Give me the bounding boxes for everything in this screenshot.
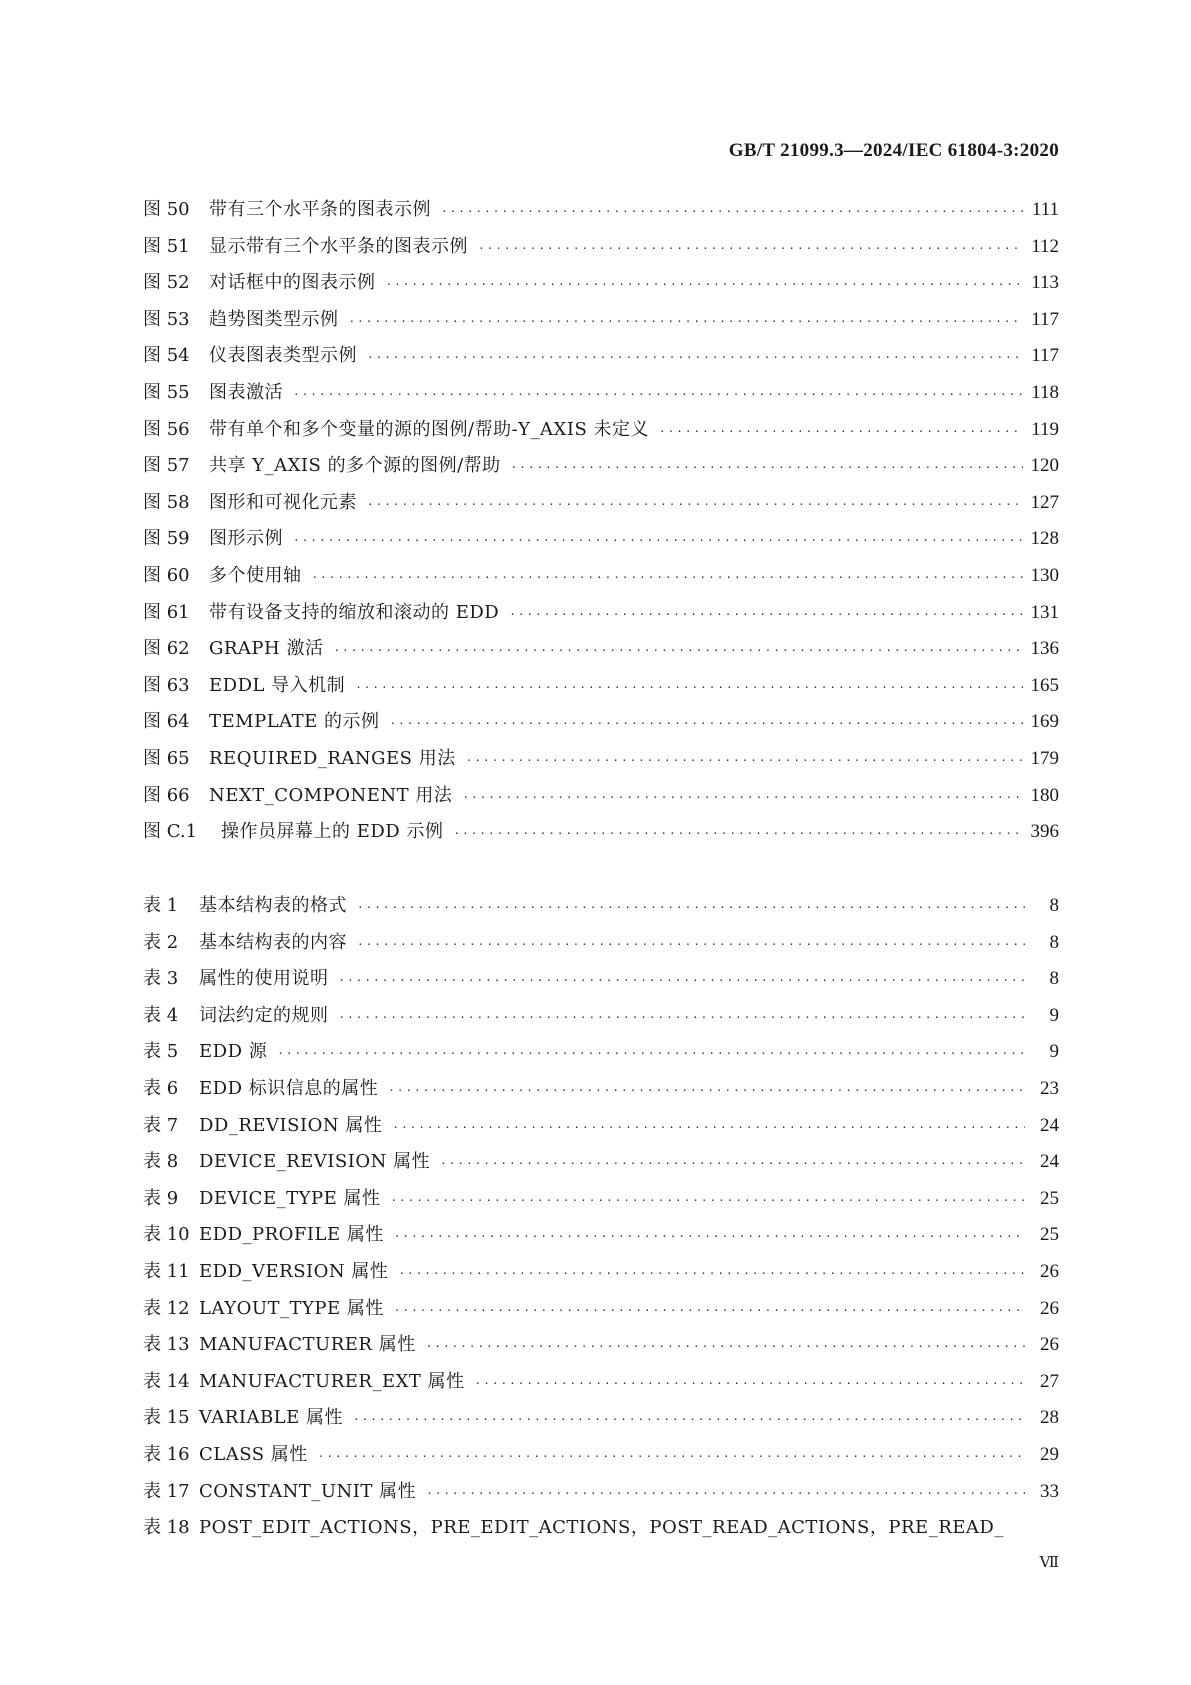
figure-entry-page: 119 — [1031, 418, 1059, 440]
table-entry[interactable] — [143, 1437, 1059, 1474]
dot-leader — [394, 1219, 1025, 1256]
table-entry-number: 表 7 — [143, 1114, 179, 1136]
figure-entry-number: 图 60 — [143, 564, 190, 586]
figure-entry-number: 图 C.1 — [143, 821, 198, 843]
table-entry-title: DEVICE_TYPE 属性 — [199, 1187, 381, 1209]
table-entry-page: 9 — [1049, 1041, 1059, 1063]
figure-entry[interactable] — [143, 595, 1059, 632]
figure-entry[interactable] — [143, 814, 1059, 851]
table-entry-title: VARIABLE 属性 — [199, 1407, 343, 1429]
dot-leader — [509, 597, 1022, 634]
table-entry-number: 表 8 — [143, 1151, 179, 1173]
list-of-tables — [143, 888, 1059, 1547]
dot-leader — [293, 523, 1023, 560]
table-entry-number: 表 6 — [143, 1077, 179, 1099]
figure-entry-title: 图形和可视化元素 — [209, 491, 357, 513]
dot-leader — [390, 706, 1023, 743]
table-entry-page: 26 — [1040, 1334, 1059, 1356]
figure-entry-page: 136 — [1030, 638, 1059, 660]
table-entry-page: 24 — [1040, 1114, 1059, 1136]
dot-leader — [390, 1183, 1025, 1220]
table-entry-number: 表 9 — [143, 1187, 179, 1209]
figure-entry[interactable] — [143, 338, 1059, 375]
figure-entry-title: 对话框中的图表示例 — [209, 272, 376, 294]
dot-leader — [357, 927, 1025, 964]
table-entry-number: 表 14 — [143, 1370, 190, 1392]
table-entry[interactable] — [143, 998, 1059, 1035]
figure-entry-number: 图 55 — [143, 381, 190, 403]
table-entry-page: 26 — [1040, 1260, 1059, 1282]
figure-entry[interactable] — [143, 558, 1059, 595]
figure-entry-title: 操作员屏幕上的 EDD 示例 — [221, 821, 444, 843]
table-entry-page: 8 — [1049, 931, 1059, 953]
figure-entry[interactable] — [143, 778, 1059, 815]
table-entry-title: MANUFACTURER 属性 — [199, 1334, 416, 1356]
page-number: Ⅶ — [1039, 1555, 1059, 1571]
table-entry-number: 表 12 — [143, 1297, 190, 1319]
figure-entry-title: 共享 Y_AXIS 的多个源的图例/帮助 — [209, 455, 501, 477]
figure-entry-number: 图 50 — [143, 199, 190, 220]
dot-leader — [349, 304, 1024, 341]
figure-entry[interactable] — [143, 704, 1059, 741]
table-entry-title: 属性的使用说明 — [199, 968, 329, 990]
figure-entry[interactable] — [143, 192, 1059, 229]
table-entry[interactable] — [143, 1327, 1059, 1364]
figure-entry-title: 带有三个水平条的图表示例 — [209, 199, 431, 220]
table-entry-number: 表 5 — [143, 1041, 179, 1063]
figure-entry-number: 图 59 — [143, 528, 190, 550]
table-entry[interactable] — [143, 1181, 1059, 1218]
table-entry-page: 9 — [1049, 1004, 1059, 1026]
figure-entry-title: 图形示例 — [209, 528, 283, 550]
table-entry-number: 表 17 — [143, 1480, 190, 1502]
figure-entry-page: 117 — [1031, 308, 1059, 330]
table-entry-page: 8 — [1049, 968, 1059, 990]
dot-leader — [355, 670, 1022, 707]
dot-leader — [462, 780, 1022, 817]
figure-entry-page: 396 — [1030, 821, 1059, 843]
figure-entry-title: TEMPLATE 的示例 — [209, 711, 380, 733]
figure-entry-number: 图 62 — [143, 638, 190, 660]
table-entry-number: 表 18 — [143, 1517, 190, 1539]
dot-leader — [312, 560, 1023, 597]
table-entry[interactable] — [143, 1510, 1059, 1547]
figure-entry-page: 165 — [1030, 674, 1059, 696]
figure-entry-page: 120 — [1030, 455, 1059, 477]
table-entry-title: 基本结构表的内容 — [199, 931, 347, 953]
figure-entry[interactable] — [143, 265, 1059, 302]
dot-leader — [398, 1256, 1025, 1293]
table-entry-title: CLASS 属性 — [199, 1443, 308, 1465]
table-entry[interactable] — [143, 961, 1059, 998]
dot-leader — [357, 890, 1025, 927]
table-entry-title: POST_EDIT_ACTIONS，PRE_EDIT_ACTIONS，POST_READ_ACTIONS，PRE_READ_ — [199, 1517, 1004, 1539]
table-entry[interactable] — [143, 925, 1059, 962]
figure-entry[interactable] — [143, 375, 1059, 412]
figure-entry-title: 带有单个和多个变量的源的图例/帮助-Y_AXIS 未定义 — [209, 418, 650, 440]
dot-leader — [392, 1110, 1025, 1147]
dot-leader — [475, 1366, 1025, 1403]
table-entry-page: 25 — [1040, 1187, 1059, 1209]
figure-entry-page: 127 — [1030, 491, 1059, 513]
figure-entry-number: 图 64 — [143, 711, 190, 733]
dot-leader — [511, 450, 1023, 487]
dot-leader — [367, 487, 1023, 524]
table-entry[interactable] — [143, 1400, 1059, 1437]
table-entry-title: EDD_PROFILE 属性 — [199, 1224, 384, 1246]
figure-entry[interactable] — [143, 631, 1059, 668]
table-entry-title: LAYOUT_TYPE 属性 — [199, 1297, 384, 1319]
figure-entry-title: 图表激活 — [209, 381, 283, 403]
table-entry[interactable] — [143, 1217, 1059, 1254]
figure-entry[interactable] — [143, 521, 1059, 558]
figure-entry-title: 显示带有三个水平条的图表示例 — [209, 235, 468, 257]
table-entry-title: DEVICE_REVISION 属性 — [199, 1151, 431, 1173]
figure-entry-page: 130 — [1030, 564, 1059, 586]
table-entry-page: 33 — [1040, 1480, 1059, 1502]
dot-leader — [367, 340, 1023, 377]
figure-entry-number: 图 52 — [143, 272, 190, 294]
figure-entry-page: 128 — [1030, 528, 1059, 550]
figure-entry-title: 趋势图类型示例 — [209, 308, 339, 330]
dot-leader — [426, 1476, 1025, 1513]
table-entry[interactable] — [143, 1144, 1059, 1181]
document-header: GB/T 21099.3—2024/IEC 61804-3:2020 — [728, 140, 1059, 161]
figure-entry-number: 图 65 — [143, 747, 190, 769]
table-entry[interactable] — [143, 1034, 1059, 1071]
figure-entry[interactable] — [143, 302, 1059, 339]
dot-leader — [353, 1402, 1025, 1439]
dot-leader — [440, 1146, 1025, 1183]
figure-entry-title: 多个使用轴 — [209, 564, 302, 586]
dot-leader — [318, 1439, 1025, 1476]
list-of-figures — [143, 192, 1059, 851]
figure-entry-title: 仪表图表类型示例 — [209, 345, 357, 367]
table-entry-title: EDD 标识信息的属性 — [199, 1077, 379, 1099]
figure-entry-number: 图 53 — [143, 308, 190, 330]
figure-entry-number: 图 57 — [143, 455, 190, 477]
table-entry[interactable] — [143, 888, 1059, 925]
figure-entry-number: 图 54 — [143, 345, 190, 367]
table-entry-page: 26 — [1040, 1297, 1059, 1319]
table-entry-title: 基本结构表的格式 — [199, 895, 347, 916]
figure-entry-page: 113 — [1031, 272, 1059, 294]
table-entry-title: DD_REVISION 属性 — [199, 1114, 383, 1136]
figure-entry-title: 带有设备支持的缩放和滚动的 EDD — [209, 601, 500, 623]
figure-entry-page: 117 — [1031, 345, 1059, 367]
figure-entry-title: GRAPH 激活 — [209, 638, 324, 660]
table-entry[interactable] — [143, 1364, 1059, 1401]
figure-entry-number: 图 56 — [143, 418, 190, 440]
table-entry-number: 表 4 — [143, 1004, 179, 1026]
table-entry-title: 词法约定的规则 — [199, 1004, 329, 1026]
dot-leader — [394, 1293, 1025, 1330]
table-entry[interactable] — [143, 1254, 1059, 1291]
dot-leader — [339, 1000, 1026, 1037]
table-entry-number: 表 11 — [143, 1260, 190, 1282]
dot-leader — [333, 633, 1022, 670]
table-entry-number: 表 1 — [143, 895, 179, 916]
figure-entry[interactable] — [143, 448, 1059, 485]
figure-entry-page: 180 — [1030, 784, 1059, 806]
table-entry-number: 表 10 — [143, 1224, 190, 1246]
dot-leader — [386, 267, 1024, 304]
dot-leader — [659, 414, 1023, 451]
figure-entry-page: 131 — [1030, 601, 1059, 623]
table-entry-title: EDD 源 — [199, 1041, 268, 1063]
figure-entry-page: 111 — [1031, 199, 1059, 220]
table-entry-page: 23 — [1040, 1077, 1059, 1099]
dot-leader — [277, 1036, 1025, 1073]
table-entry-page: 25 — [1040, 1224, 1059, 1246]
table-entry-page: 29 — [1040, 1443, 1059, 1465]
figure-entry-title: EDDL 导入机制 — [209, 674, 346, 696]
figure-entry-number: 图 66 — [143, 784, 190, 806]
table-entry[interactable] — [143, 1291, 1059, 1328]
dot-leader — [466, 743, 1023, 780]
dot-leader — [293, 377, 1023, 414]
figure-entry-title: NEXT_COMPONENT 用法 — [209, 784, 453, 806]
table-entry-title: MANUFACTURER_EXT 属性 — [199, 1370, 465, 1392]
figure-entry-number: 图 58 — [143, 491, 190, 513]
table-entry[interactable] — [143, 1108, 1059, 1145]
table-entry-number: 表 13 — [143, 1334, 190, 1356]
figure-entry[interactable] — [143, 229, 1059, 266]
table-entry[interactable] — [143, 1071, 1059, 1108]
figure-entry-number: 图 61 — [143, 601, 190, 623]
figure-entry-page: 112 — [1031, 235, 1059, 257]
figure-entry-number: 图 51 — [143, 235, 190, 257]
table-entry[interactable] — [143, 1474, 1059, 1511]
figure-entry[interactable] — [143, 412, 1059, 449]
table-entry-title: CONSTANT_UNIT 属性 — [199, 1480, 417, 1502]
figure-entry[interactable] — [143, 668, 1059, 705]
figure-entry[interactable] — [143, 485, 1059, 522]
dot-leader — [441, 194, 1024, 231]
dot-leader — [339, 963, 1026, 1000]
table-entry-title: EDD_VERSION 属性 — [199, 1260, 389, 1282]
dot-leader — [478, 231, 1023, 268]
figure-entry-page: 118 — [1031, 381, 1059, 403]
dot-leader — [426, 1329, 1025, 1366]
table-entry-page: 24 — [1040, 1151, 1059, 1173]
figure-entry-page: 169 — [1030, 711, 1059, 733]
figure-entry-number: 图 63 — [143, 674, 190, 696]
table-entry-page: 8 — [1049, 895, 1059, 916]
table-entry-number: 表 16 — [143, 1443, 190, 1465]
table-entry-number: 表 3 — [143, 968, 179, 990]
figure-entry[interactable] — [143, 741, 1059, 778]
table-entry-number: 表 15 — [143, 1407, 190, 1429]
table-entry-number: 表 2 — [143, 931, 179, 953]
table-entry-page: 27 — [1040, 1370, 1059, 1392]
dot-leader — [453, 816, 1022, 853]
table-entry-page: 28 — [1040, 1407, 1059, 1429]
dot-leader — [388, 1073, 1025, 1110]
figure-entry-page: 179 — [1030, 747, 1059, 769]
figure-entry-title: REQUIRED_RANGES 用法 — [209, 747, 456, 769]
